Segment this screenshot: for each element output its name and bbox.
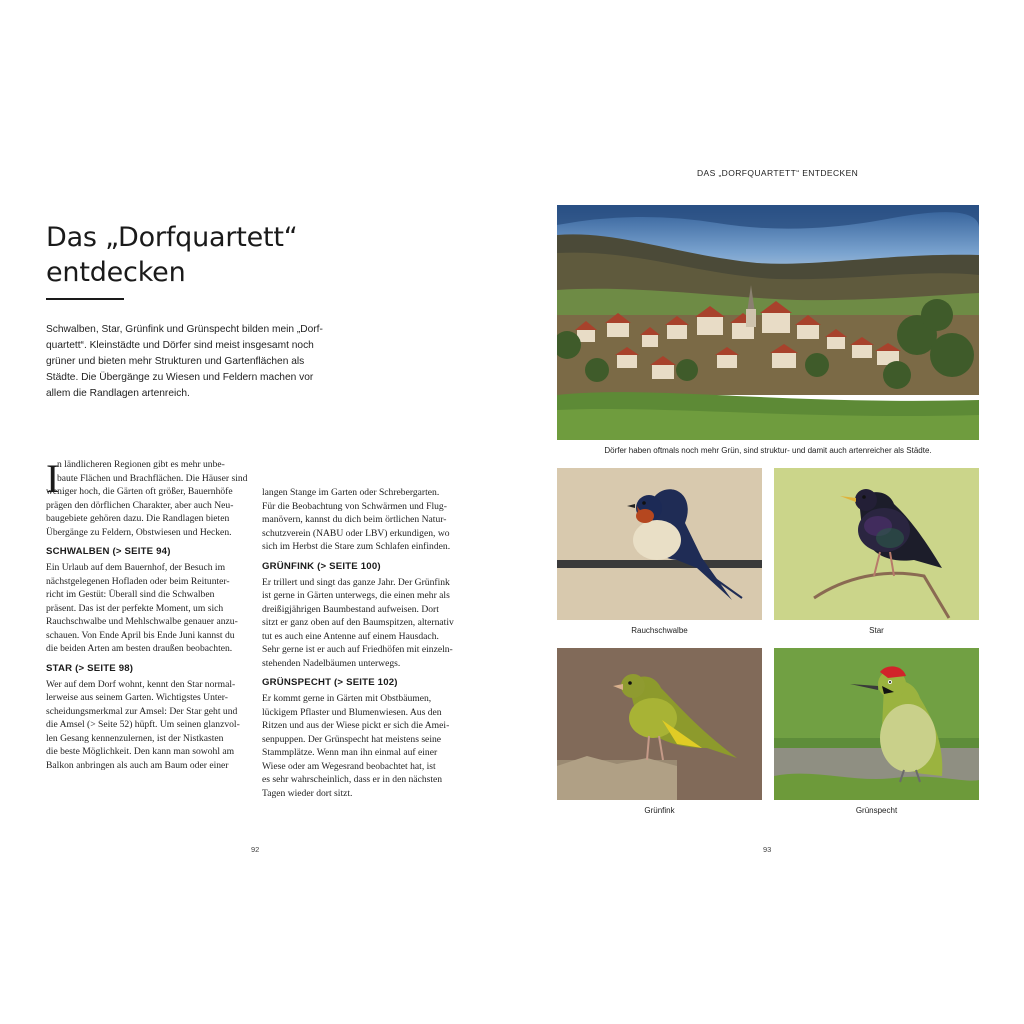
body-line: Stammplätze. Wenn man ihn einmal auf einer — [262, 747, 438, 758]
village-photo-caption: Dörfer haben oftmals noch mehr Grün, sind struktur- und damit auch artenreicher als Städte. — [604, 446, 932, 455]
body-line: die Amsel (> Seite 52) hüpft. Um seinen glanzvol- — [46, 719, 240, 730]
intro-line: allem die Randlagen artenreich. — [46, 388, 190, 399]
title-underline — [46, 298, 124, 300]
section-heading-star: STAR (> SEITE 98) — [46, 662, 134, 674]
body-line: Ein Urlaub auf dem Bauernhof, der Besuch im — [46, 562, 226, 573]
section-heading-schwalben: SCHWALBEN (> SEITE 94) — [46, 546, 171, 557]
body-line: die beste Möglichkeit. Den kann man sowohl am — [46, 746, 235, 757]
body-line: präsent. Das ist der perfekte Moment, um sich — [46, 602, 224, 614]
chapter-title — [46, 220, 298, 290]
body-line: n ländlicheren Regionen gibt es mehr unbe- — [57, 459, 225, 470]
intro-line: quartett“. Kleinstädte und Dörfer sind meist insgesamt noch — [46, 340, 314, 351]
body-line: baute Flächen und Brachflächen. Die Häuser sind — [57, 472, 248, 484]
body-line: weniger hoch, die Gärten oft größer, Bauernhöfe — [46, 486, 233, 497]
village-photo — [557, 205, 979, 440]
body-line: lerweise aus seinem Garten. Wichtigstes Unter- — [46, 692, 228, 703]
body-line: manövern, kannst du dich beim örtlichen Natur- — [262, 514, 447, 525]
body-line: Für die Beobachtung von Schwärmen und Flug- — [262, 500, 447, 512]
star-photo — [774, 468, 979, 620]
chapter-title-line-1: Das „Dorfquartett“ — [46, 222, 298, 253]
gruenfink-caption: Grünfink — [644, 806, 675, 815]
gruenfink-photo — [557, 648, 762, 800]
body-line: Übergänge zu Feldern, Obstwiesen und Hecken. — [46, 526, 232, 538]
rauchschwalbe-photo — [557, 468, 762, 620]
body-line: scheidungsmerkmal zur Amsel: Der Star geht und — [46, 705, 238, 717]
gruenspecht-photo — [774, 648, 979, 800]
body-line: schauen. Von Ende April bis Ende Juni kannst du — [46, 629, 235, 641]
body-line: Er kommt gerne in Gärten mit Obstbäumen, — [262, 693, 432, 704]
running-head: DAS „DORFQUARTETT“ ENTDECKEN — [697, 168, 859, 178]
intro-line: Schwalben, Star, Grünfink und Grünspecht bilden mein „Dorf- — [46, 324, 323, 335]
star-caption: Star — [869, 626, 884, 635]
body-line: senpuppen. Der Grünspecht hat meistens seine — [262, 733, 442, 745]
body-column-2 — [262, 486, 462, 800]
body-line: es sehr wahrscheinlich, dass er in den nächsten — [262, 774, 443, 785]
intro-paragraph — [46, 322, 346, 402]
body-line: tut es auch eine Antenne auf einem Hausdach. — [262, 630, 439, 642]
body-column-1 — [46, 458, 246, 772]
section-heading-gruenspecht: GRÜNSPECHT (> SEITE 102) — [262, 677, 398, 688]
body-line: Wiese oder am Wegesrand beobachtet hat, ist — [262, 760, 436, 772]
body-line: lückigem Pflaster und Blumenwiesen. Aus den — [262, 706, 442, 718]
page-number-left: 92 — [251, 845, 260, 854]
body-line: baugebiete gehören dazu. Die Randlagen bieten — [46, 513, 230, 524]
body-line: richt im Gestüt: Überall sind die Schwalben — [46, 589, 215, 600]
body-line: langen Stange im Garten oder Schrebergarten. — [262, 487, 440, 498]
body-line: sich im Herbst die Stare zum Schlafen einfinden. — [262, 541, 451, 552]
drop-cap: I — [46, 456, 60, 501]
body-line: ist gerne in Gärten unterwegs, die einen mehr als — [262, 590, 450, 601]
body-line: Sehr gerne ist er auch auf Friedhöfen mit einzeln- — [262, 644, 453, 655]
intro-line: grüner und bieten mehr Strukturen und Gartenflächen als — [46, 356, 305, 367]
body-line: Er trillert und singt das ganze Jahr. Der Grünfink — [262, 576, 450, 588]
intro-line: Städte. Die Übergänge zu Wiesen und Feldern machen vor — [46, 372, 314, 383]
body-line: schutzverein (NABU oder LBV) erkundigen, wo — [262, 527, 450, 539]
body-line: len Gesang kennenzulernen, ist der Nistkasten — [46, 732, 224, 744]
body-line: Rauchschwalbe und Mehlschwalbe genauer anzu- — [46, 616, 238, 627]
body-line: stehenden Nadelbäumen unterwegs. — [262, 657, 401, 669]
body-line: prägen den dörflichen Charakter, aber auch Neu- — [46, 499, 234, 511]
body-line: Balkon anbringen als auch am Baum oder einer — [46, 759, 229, 771]
body-line: dreißigjährigen Baumbestand aufweisen. Dort — [262, 603, 439, 615]
right-page — [512, 0, 1024, 1024]
gruenspecht-caption: Grünspecht — [855, 806, 898, 815]
body-line: Ritzen und aus der Wiese pickt er sich die Amei- — [262, 720, 450, 731]
body-line: die beiden Arten am besten draußen beobachten. — [46, 643, 233, 654]
body-line: Tagen wieder dort sitzt. — [262, 787, 353, 799]
body-line: Wer auf dem Dorf wohnt, kennt den Star normal- — [46, 678, 236, 690]
section-heading-gruenfink: GRÜNFINK (> SEITE 100) — [262, 560, 381, 572]
body-line: sitzt er ganz oben auf den Baumspitzen, alternativ — [262, 617, 454, 628]
chapter-title-line-2: entdecken — [46, 257, 186, 288]
body-line: nächstgelegenen Hofladen oder beim Reitunter- — [46, 575, 230, 587]
page-number-right: 93 — [763, 845, 772, 854]
rauchschwalbe-caption: Rauchschwalbe — [631, 626, 688, 635]
